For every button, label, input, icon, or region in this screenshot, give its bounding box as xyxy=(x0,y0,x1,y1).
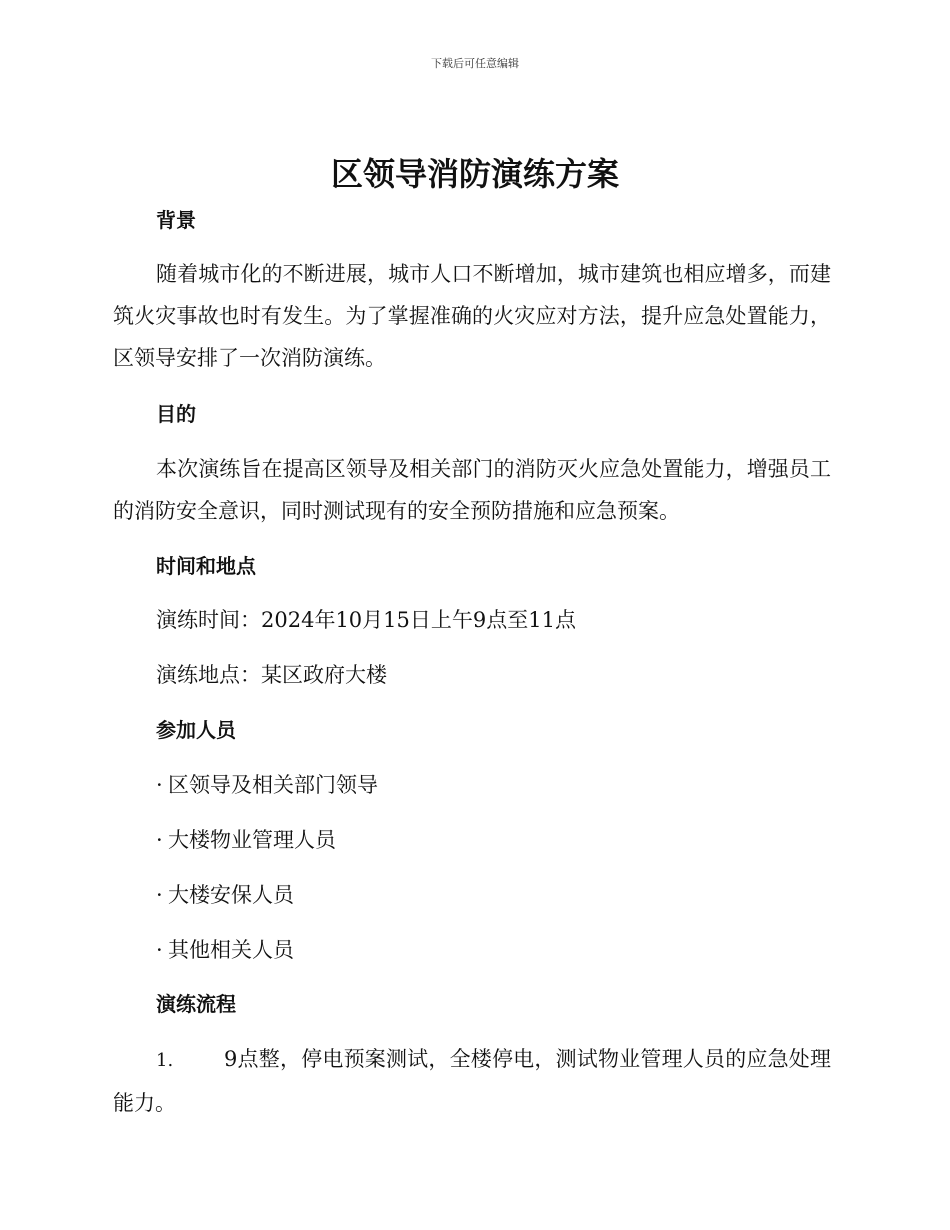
section-heading-time-place: 时间和地点 xyxy=(156,554,256,578)
participant-item xyxy=(156,936,294,964)
section-heading-participants: 参加人员 xyxy=(156,718,236,742)
participant-item-text: 其他相关人员 xyxy=(168,938,294,962)
section-heading-process: 演练流程 xyxy=(156,992,236,1016)
participant-item xyxy=(156,826,336,854)
bullet-mark: · xyxy=(156,883,163,907)
page-header-note: 下载后可任意编辑 xyxy=(431,57,519,70)
bullet-mark: · xyxy=(156,773,163,797)
participant-item-text: 大楼物业管理人员 xyxy=(168,828,336,852)
participant-item-text: 大楼安保人员 xyxy=(168,883,294,907)
drill-place-line: 演练地点：某区政府大楼 xyxy=(156,663,387,687)
section-heading-purpose: 目的 xyxy=(156,402,196,426)
participant-item xyxy=(156,881,294,909)
document-title: 区领导消防演练方案 xyxy=(330,155,619,193)
step-number: 1. xyxy=(156,1050,174,1071)
bullet-mark: · xyxy=(156,828,163,852)
paragraph-purpose: 本次演练旨在提高区领导及相关部门的消防灭火应急处置能力，增强员工的消防安全意识，同时测试现有的安全预防措施和应急预案。 xyxy=(113,457,831,523)
step-text: 9点整，停电预案测试，全楼停电，测试物业管理人员的应急处理能力。 xyxy=(113,1047,831,1115)
drill-time-line: 演练时间：2024年10月15日上午9点至11点 xyxy=(156,608,576,632)
participant-item xyxy=(156,771,378,799)
bullet-mark: · xyxy=(156,938,163,962)
participant-item-text: 区领导及相关部门领导 xyxy=(168,773,378,797)
section-heading-background: 背景 xyxy=(156,208,196,232)
process-step xyxy=(113,1038,831,1124)
paragraph-background: 随着城市化的不断进展，城市人口不断增加，城市建筑也相应增多，而建筑火灾事故也时有发生。为了掌握准确的火灾应对方法，提升应急处置能力，区领导安排了一次消防演练。 xyxy=(113,262,831,370)
